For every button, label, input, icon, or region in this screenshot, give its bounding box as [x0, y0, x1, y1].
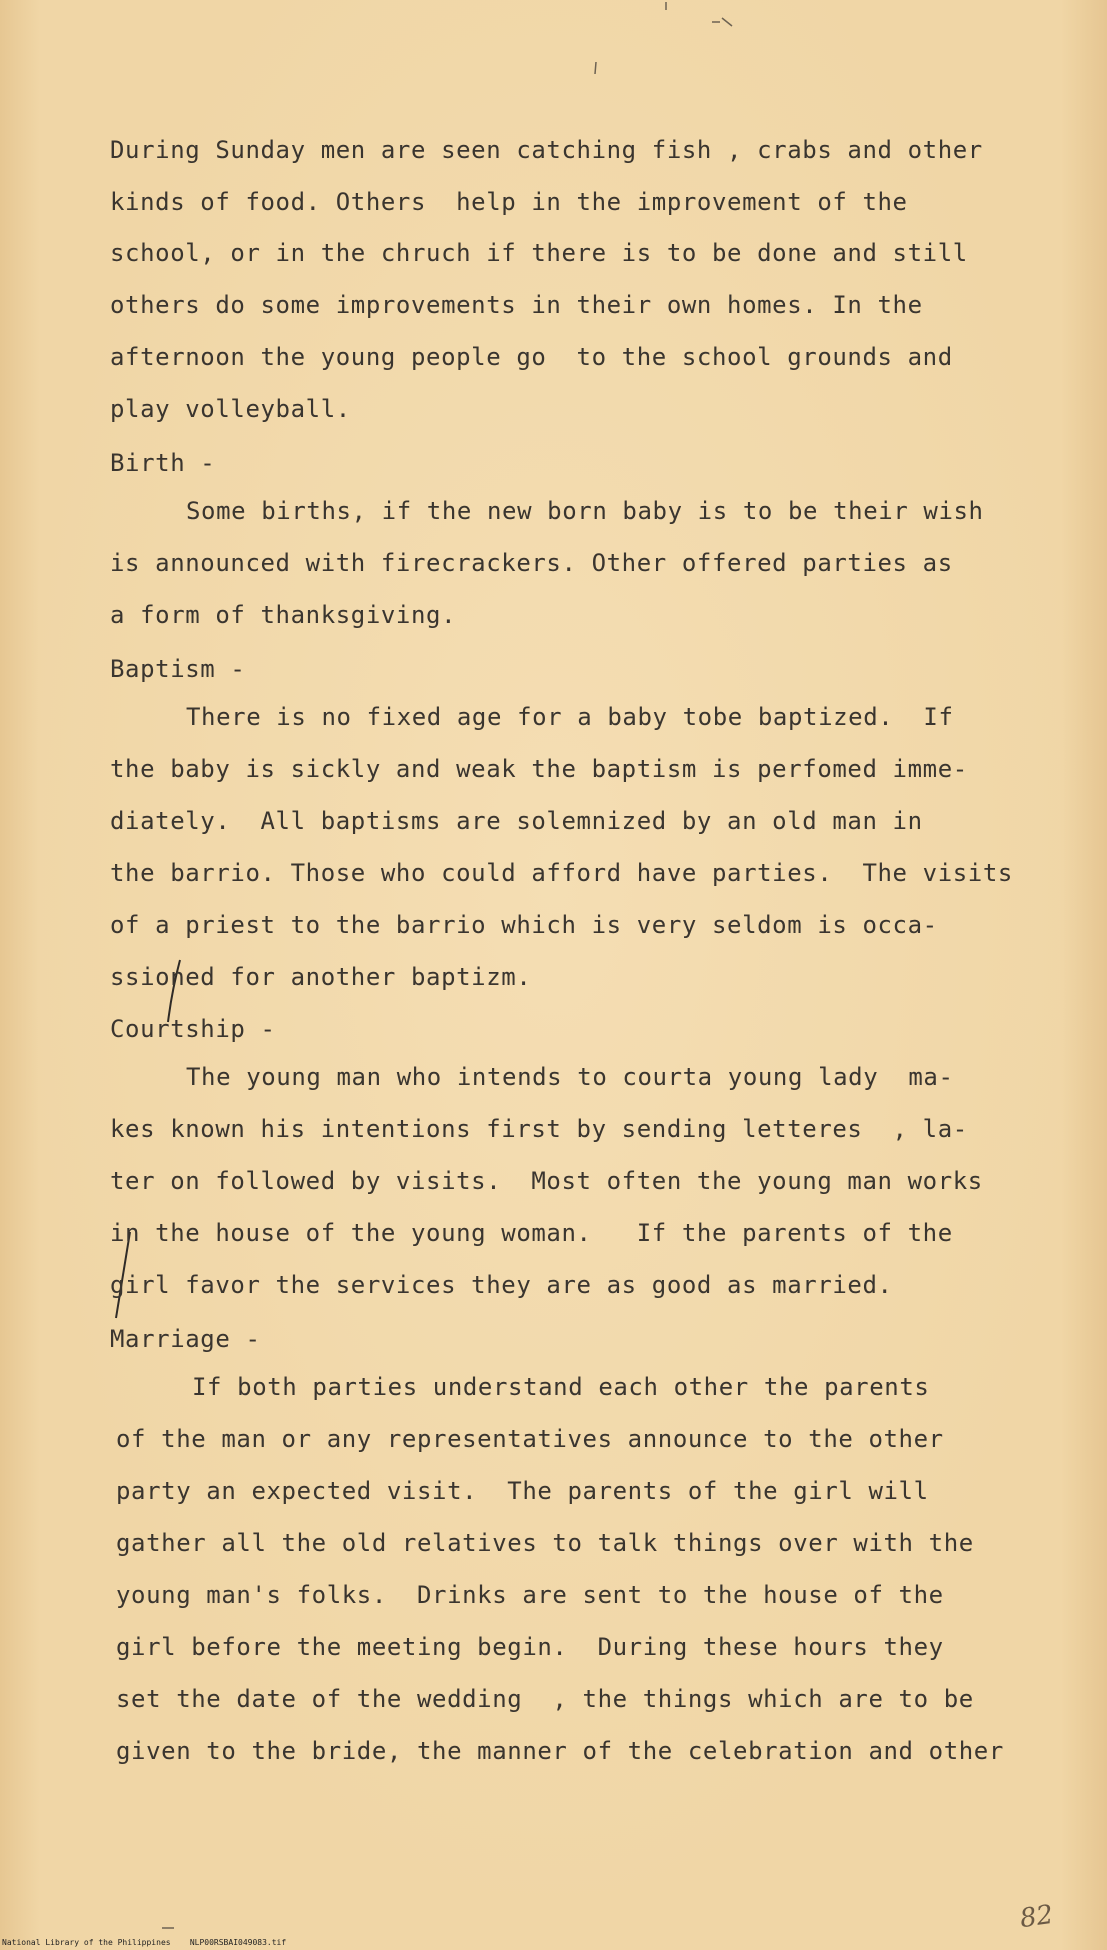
text-line: of the man or any representatives announce to the other: [116, 1425, 944, 1453]
text-line: party an expected visit. The parents of the girl will: [116, 1477, 929, 1505]
archive-footer-caption: National Library of the Philippines NLP00RSBAI049083.tif: [2, 1938, 287, 1947]
text-line: kes known his intentions first by sending letteres , la-: [110, 1115, 968, 1143]
text-line: given to the bride, the manner of the celebration and other: [116, 1737, 1004, 1765]
section-heading-marriage: Marriage -: [110, 1325, 261, 1353]
text-line: kinds of food. Others help in the improvement of the: [110, 188, 908, 216]
text-line: young man's folks. Drinks are sent to the house of the: [116, 1581, 944, 1609]
text-line: others do some improvements in their own homes. In the: [110, 291, 923, 319]
text-line: gather all the old relatives to talk things over with the: [116, 1529, 974, 1557]
section-heading-courtship: Courtship -: [110, 1015, 276, 1043]
text-line: The young man who intends to courta young lady ma-: [186, 1063, 954, 1091]
text-line: During Sunday men are seen catching fish , crabs and other: [110, 136, 983, 164]
text-line: diately. All baptisms are solemnized by an old man in: [110, 807, 923, 835]
text-line: in the house of the young woman. If the parents of the: [110, 1219, 953, 1247]
page-number: 82: [1018, 1899, 1056, 1935]
text-line: afternoon the young people go to the school grounds and: [110, 343, 953, 371]
text-line: the barrio. Those who could afford have parties. The visits: [110, 859, 1013, 887]
text-line: ssioned for another baptizm.: [110, 963, 532, 991]
text-line: school, or in the chruch if there is to be done and still: [110, 239, 968, 267]
text-line: set the date of the wedding , the things which are to be: [116, 1685, 974, 1713]
text-line: There is no fixed age for a baby tobe baptized. If: [186, 703, 954, 731]
text-line: of a priest to the barrio which is very seldom is occa-: [110, 911, 938, 939]
text-line: girl favor the services they are as good as married.: [110, 1271, 893, 1299]
small-tick-mark: [595, 62, 596, 74]
text-line: play volleyball.: [110, 395, 351, 423]
text-line: the baby is sickly and weak the baptism is perfomed imme-: [110, 755, 968, 783]
text-line: a form of thanksgiving.: [110, 601, 457, 629]
text-line: ter on followed by visits. Most often the young man works: [110, 1167, 983, 1195]
text-line: If both parties understand each other the parents: [192, 1373, 930, 1401]
text-line: is announced with firecrackers. Other offered parties as: [110, 549, 953, 577]
text-line: Some births, if the new born baby is to be their wish: [186, 497, 984, 525]
text-line: girl before the meeting begin. During these hours they: [116, 1633, 944, 1661]
section-heading-birth: Birth -: [110, 449, 216, 477]
section-heading-baptism: Baptism -: [110, 655, 246, 683]
top-dash-mark: [712, 18, 732, 26]
